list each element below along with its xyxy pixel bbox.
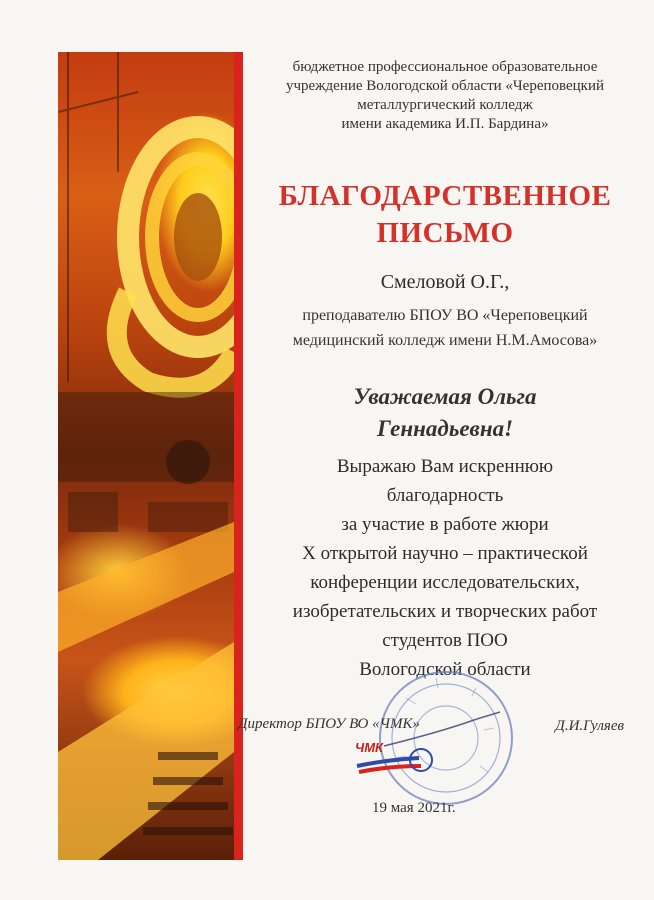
body-line: Выражаю Вам искреннюю [336, 456, 554, 477]
official-stamp [376, 668, 516, 808]
chmk-logo-text: ЧМК [355, 740, 384, 755]
institution-header [250, 58, 640, 134]
role-line: медицинский колледж имени Н.М.Амосова» [292, 332, 598, 349]
title-line: БЛАГОДАРСТВЕННОЕ [278, 180, 612, 212]
institution-line: металлургический колледж [357, 97, 533, 113]
letter-body [250, 452, 640, 684]
director-title: Директор БПОУ ВО «ЧМК» [238, 716, 420, 732]
steel-coil-illustration [58, 52, 234, 860]
body-line: студентов ПОО [382, 630, 508, 651]
body-line: конференции исследовательских, [310, 572, 580, 593]
institution-line: имени академика И.П. Бардина» [341, 116, 549, 132]
body-line: изобретательских и творческих работ [292, 601, 598, 622]
body-line: за участие в работе жюри [341, 514, 549, 535]
document-title [250, 178, 640, 252]
institution-line: учреждение Вологодской области «Череповецкий [285, 78, 605, 94]
greeting [250, 381, 640, 445]
chmk-logo [355, 740, 435, 780]
recipient-role [250, 303, 640, 353]
recipient-name: Смеловой О.Г., [380, 271, 510, 293]
role-line: преподавателю БПОУ ВО «Череповецкий [302, 307, 588, 324]
greeting-line: Геннадьевна! [376, 416, 514, 441]
title-line: ПИСЬМО [376, 217, 514, 249]
institution-line: бюджетное профессиональное образовательное [292, 59, 598, 75]
director-name: Д.И.Гуляев [555, 718, 624, 734]
chmk-logo-swoosh [355, 740, 435, 780]
body-line: X открытой научно – практической [302, 543, 588, 564]
greeting-line: Уважаемая Ольга [353, 384, 537, 409]
red-accent-stripe [234, 52, 243, 860]
body-line: благодарность [386, 485, 504, 506]
issue-date: 19 мая 2021г. [372, 800, 456, 816]
body-line: Вологодской области [359, 659, 531, 680]
steel-mill-image [58, 52, 234, 860]
